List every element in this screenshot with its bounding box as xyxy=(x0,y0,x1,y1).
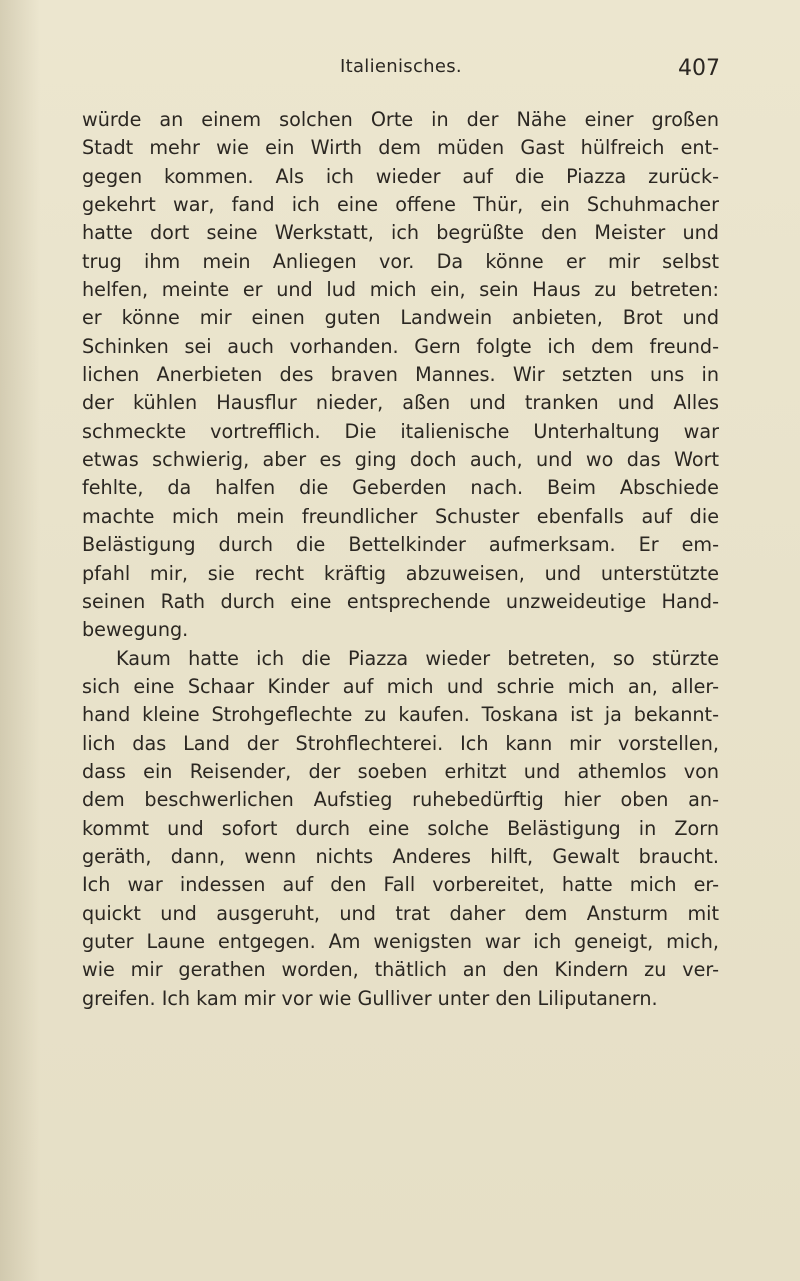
text-line: dem beschwerlichen Aufstieg ruhebedürftig hier oben an- xyxy=(82,788,719,812)
body-text xyxy=(82,106,719,1013)
text-line: sich eine Schaar Kinder auf mich und schrie mich an, aller- xyxy=(82,674,719,698)
page-header xyxy=(82,56,720,90)
paragraph-start-line: Kaum hatte ich die Piazza wieder betreten, so stürzte xyxy=(116,646,719,670)
text-line: Ich war indessen auf den Fall vorbereitet, hatte mich er- xyxy=(82,873,719,897)
text-line: kommt und sofort durch eine solche Belästigung in Zorn xyxy=(82,816,719,840)
text-line: Stadt mehr wie ein Wirth dem müden Gast hülfreich ent- xyxy=(82,136,719,160)
paragraph-end-line: greifen. Ich kam mir vor wie Gulliver unter den Liliputanern. xyxy=(82,986,658,1010)
text-line: machte mich mein freundlicher Schuster ebenfalls auf die xyxy=(82,504,719,528)
text-line: er könne mir einen guten Landwein anbieten, Brot und xyxy=(82,306,719,330)
page-number: 407 xyxy=(678,56,720,81)
text-line: schmeckte vortrefflich. Die italienische Unterhaltung war xyxy=(82,419,719,443)
text-line: trug ihm mein Anliegen vor. Da könne er mir selbst xyxy=(82,249,719,273)
text-line: seinen Rath durch eine entsprechende unzweideutige Hand- xyxy=(82,589,719,613)
text-line: fehlte, da halfen die Geberden nach. Beim Abschiede xyxy=(82,476,719,500)
text-line: dass ein Reisender, der soeben erhitzt und athemlos von xyxy=(82,759,719,783)
text-line: hatte dort seine Werkstatt, ich begrüßte den Meister und xyxy=(82,221,719,245)
text-line: geräth, dann, wenn nichts Anderes hilft, Gewalt braucht. xyxy=(82,844,719,868)
text-line: der kühlen Hausflur nieder, aßen und tranken und Alles xyxy=(82,391,719,415)
text-line: guter Laune entgegen. Am wenigsten war ich geneigt, mich, xyxy=(82,929,719,953)
text-line: pfahl mir, sie recht kräftig abzuweisen, und unterstützte xyxy=(82,561,719,585)
paragraph-end-line: bewegung. xyxy=(82,618,189,642)
running-head: Italienisches. xyxy=(340,56,462,77)
text-line: würde an einem solchen Orte in der Nähe einer großen xyxy=(82,108,719,131)
text-line: gekehrt war, fand ich eine offene Thür, ein Schuhmacher xyxy=(82,193,719,217)
text-line: etwas schwierig, aber es ging doch auch, und wo das Wort xyxy=(82,448,719,472)
text-line: quickt und ausgeruht, und trat daher dem Ansturm mit xyxy=(82,901,719,925)
text-line: Belästigung durch die Bettelkinder aufmerksam. Er em- xyxy=(82,533,719,557)
text-line: gegen kommen. Als ich wieder auf die Piazza zurück- xyxy=(82,164,719,188)
text-line: wie mir gerathen worden, thätlich an den Kindern zu ver- xyxy=(82,958,719,982)
text-line: helfen, meinte er und lud mich ein, sein Haus zu betreten: xyxy=(82,278,719,302)
text-line: lich das Land der Strohflechterei. Ich kann mir vorstellen, xyxy=(82,731,719,755)
text-line: Schinken sei auch vorhanden. Gern folgte ich dem freund- xyxy=(82,334,719,358)
text-line: hand kleine Strohgeflechte zu kaufen. Toskana ist ja bekannt- xyxy=(82,703,719,727)
text-line: lichen Anerbieten des braven Mannes. Wir setzten uns in xyxy=(82,363,719,387)
